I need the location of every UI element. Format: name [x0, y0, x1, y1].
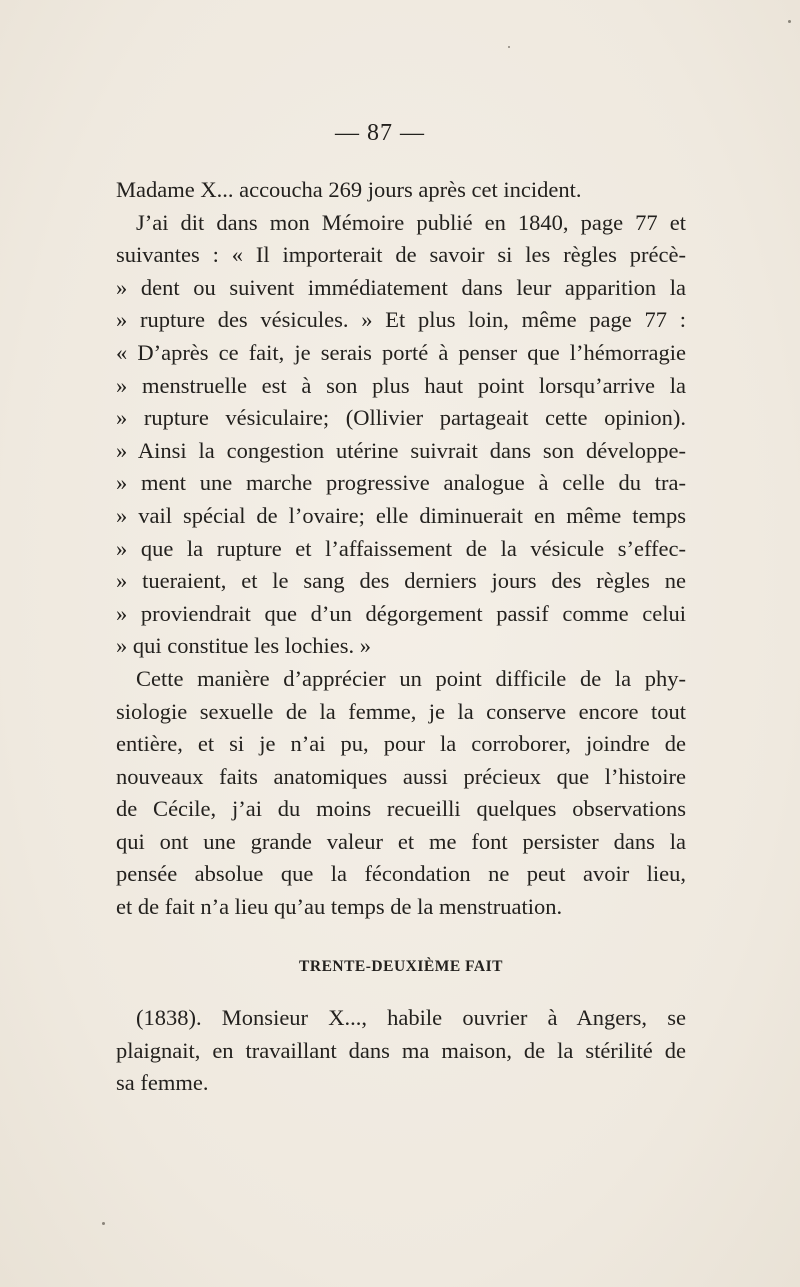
text-line: » rupture des vésicules. » Et plus loin, même page 77 : — [116, 307, 686, 333]
paper-speck — [508, 46, 510, 48]
text-line: plaignait, en travaillant dans ma maison, de la stérilité de — [116, 1037, 686, 1063]
paper-speck — [102, 1222, 105, 1225]
text-line: » qui constitue les lochies. » — [116, 633, 371, 659]
section-text — [116, 1002, 686, 1100]
paper-speck — [788, 20, 791, 23]
text-line: Madame X... accoucha 269 jours après cet incident. — [116, 177, 582, 202]
text-line: sa femme. — [116, 1070, 209, 1096]
text-line: » Ainsi la congestion utérine suivrait dans son développe- — [116, 437, 686, 463]
text-line: « D’après ce fait, je serais porté à penser que l’hémorragie — [116, 339, 686, 365]
text-line: » proviendrait que d’un dégorgement passif comme celui — [116, 600, 686, 626]
text-line: » que la rupture et l’affaissement de la vésicule s’effec- — [116, 535, 686, 561]
text-line: suivantes : « Il importerait de savoir si les règles précè- — [116, 242, 686, 268]
text-line: » tueraient, et le sang des derniers jours des règles ne — [116, 568, 686, 594]
text-line: » dent ou suivent immédiatement dans leur apparition la — [116, 274, 686, 300]
text-line: de Cécile, j’ai du moins recueilli quelques observations — [116, 796, 686, 822]
text-line: » vail spécial de l’ovaire; elle diminuerait en même temps — [116, 502, 686, 528]
text-line: entière, et si je n’ai pu, pour la corroborer, joindre de — [116, 731, 686, 757]
text-line: J’ai dit dans mon Mémoire publié en 1840, page 77 et — [136, 209, 686, 235]
page-number: — 87 — — [335, 120, 425, 146]
text-line: pensée absolue que la fécondation ne peut avoir lieu, — [116, 861, 686, 887]
text-line: » rupture vésiculaire; (Ollivier partageait cette opinion). — [116, 405, 686, 431]
main-text — [116, 174, 686, 924]
text-line: (1838). Monsieur X..., habile ouvrier à Angers, se — [136, 1005, 686, 1030]
text-line: et de fait n’a lieu qu’au temps de la menstruation. — [116, 894, 563, 920]
text-line: » menstruelle est à son plus haut point lorsqu’arrive la — [116, 372, 686, 398]
text-line: qui ont une grande valeur et me font persister dans la — [116, 828, 686, 854]
section-heading: TRENTE-DEUXIÈME FAIT — [299, 958, 503, 975]
text-line: nouveaux faits anatomiques aussi précieux que l’histoire — [116, 763, 686, 789]
text-line: siologie sexuelle de la femme, je la conserve encore tout — [116, 698, 686, 724]
text-line: Cette manière d’apprécier un point difficile de la phy- — [136, 665, 686, 691]
text-line: » ment une marche progressive analogue à celle du tra- — [116, 470, 686, 496]
